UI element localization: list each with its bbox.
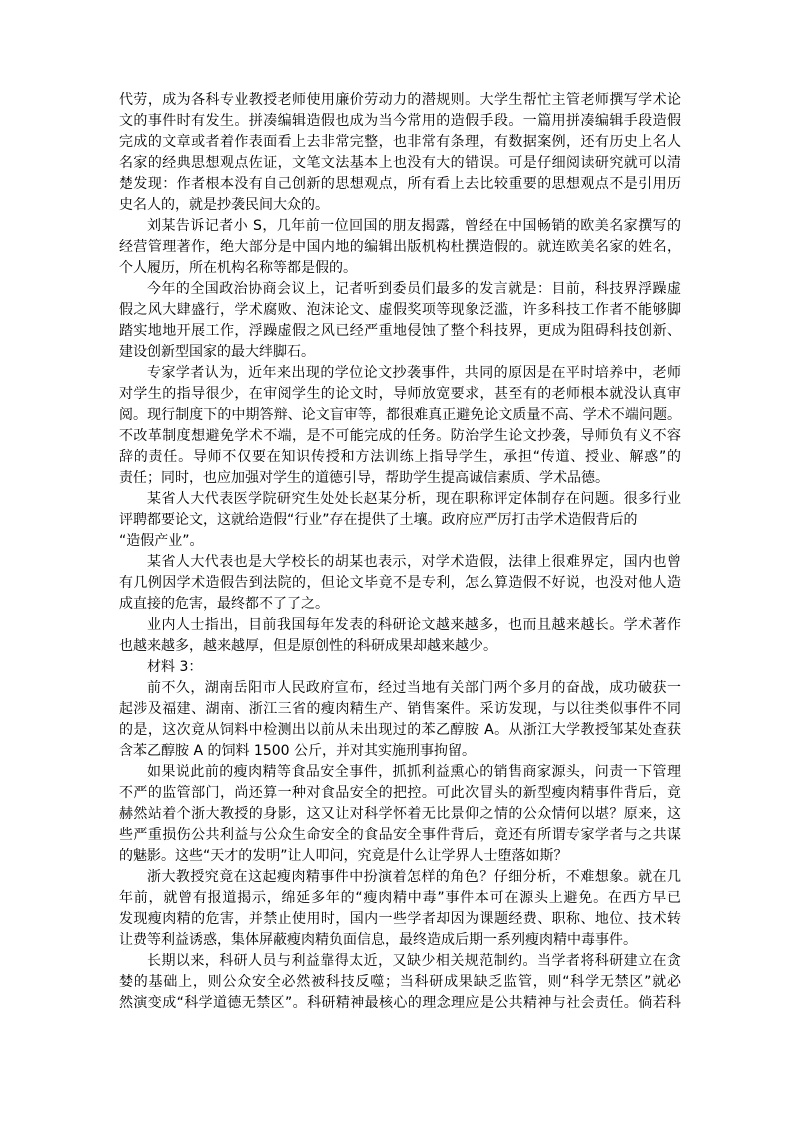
text-line: 评聘都要论文，这就给造假“行业”存在提供了土壤。政府应严厉打击学术造假背后的 [119, 512, 638, 528]
text-line: “造假产业”。 [119, 533, 204, 549]
text-line: 不改革制度想避免学术不端，是不可能完成的任务。防治学生论文抄袭，导师负有义不容 [119, 428, 681, 444]
text-line: 含苯乙醇胺 A 的饲料 1500 公斤，并对其实施刑事拘留。 [119, 743, 477, 759]
text-line: 责任；同时，也应加强对学生的道德引导，帮助学生提高诚信素质、学术品德。 [119, 470, 609, 486]
text-line: 某省人大代表医学院研究生处处长赵某分析，现在职称评定体制存在问题。很多行业 [147, 491, 681, 507]
text-line: 今年的全国政治协商会议上，记者听到委员们最多的发言就是：目前，科技界浮躁虚 [147, 281, 681, 297]
text-line: 辞的责任。导师不仅要在知识传授和方法训练上指导学生，承担“传道、授业、解惑”的 [119, 449, 681, 465]
text-line: 成直接的危害，最终都不了了之。 [119, 596, 329, 612]
text-line: 某省人大代表也是大学校长的胡某也表示，对学术造假，法律上很难界定，国内也曾 [147, 554, 681, 570]
text-line: 个人履历，所在机构名称等都是假的。 [119, 260, 357, 276]
text-line: 建设创新型国家的最大绊脚石。 [119, 344, 315, 360]
text-line: 如果说此前的瘦肉精等食品安全事件，抓抓利益熏心的销售商家源头，问责一下管理 [147, 764, 681, 780]
document-body [119, 90, 681, 1014]
text-line: 些严重损伤公共利益与公众生命安全的食品安全事件背后，竟还有所谓专家学者与之共谋 [119, 827, 681, 843]
text-line: 然演变成“科学道德无禁区”。科研精神最核心的理念理应是公共精神与社会责任。倘若科 [119, 995, 681, 1011]
text-line: 婪的基础上，则公众安全必然被科技反噬；当科研成果缺乏监管，则“科学无禁区”就必 [119, 974, 681, 990]
text-line: 材料 3： [147, 659, 203, 675]
text-line: 也越来越多，越来越厚，但是原创性的科研成果却越来越少。 [119, 638, 497, 654]
text-line: 浙大教授究竟在这起瘦肉精事件中扮演着怎样的角色？仔细分析，不难想象。就在几 [147, 869, 681, 885]
text-line: 专家学者认为，近年来出现的学位论文抄袭事件，共同的原因是在平时培养中，老师 [147, 365, 681, 381]
text-line: 年前，就曾有报道揭示，绵延多年的“瘦肉精中毒”事件本可在源头上避免。在西方早已 [119, 890, 681, 906]
text-line: 踏实地地开展工作，浮躁虚假之风已经严重地侵蚀了整个科技界，更成为阻碍科技创新、 [119, 323, 681, 339]
text-line: 前不久，湖南岳阳市人民政府宣布，经过当地有关部门两个多月的奋战，成功破获一 [147, 680, 681, 696]
text-line: 发现瘦肉精的危害，并禁止使用时，国内一些学者却因为课题经费、职称、地位、技术转 [119, 911, 681, 927]
text-line: 楚发现：作者根本没有自己创新的思想观点，所有看上去比较重要的思想观点不是引用历 [119, 176, 681, 192]
text-line: 业内人士指出，目前我国每年发表的科研论文越来越多，也而且越来越长。学术著作 [147, 617, 681, 633]
text-line: 完成的文章或者着作表面看上去非常完整，也非常有条理，有数据案例，还有历史上名人 [119, 134, 681, 150]
text-line: 起涉及福建、湖南、浙江三省的瘦肉精生产、销售案件。采访发现，与以往类似事件不同 [119, 701, 681, 717]
text-line: 的魅影。这些“天才的发明”让人叩问，究竟是什么让学界人士堕落如斯？ [119, 848, 568, 864]
text-line: 长期以来，科研人员与利益靠得太近，又缺少相关规范制约。当学者将科研建立在贪 [147, 953, 681, 969]
text-line: 对学生的指导很少，在审阅学生的论文时，导师放宽要求，甚至有的老师根本就没认真审 [119, 386, 681, 402]
text-line: 有几例因学术造假告到法院的，但论文毕竟不是专利，怎么算造假不好说，也没对他人造 [119, 575, 681, 591]
text-line: 让费等利益诱惑，集体屏蔽瘦肉精负面信息，最终造成后期一系列瘦肉精中毒事件。 [119, 932, 637, 948]
text-line: 代劳，成为各科专业教授老师使用廉价劳动力的潜规则。大学生帮忙主管老师撰写学术论 [119, 92, 681, 108]
text-line: 名家的经典思想观点佐证，文笔文法基本上也没有大的错误。可是仔细阅读研究就可以清 [119, 155, 681, 171]
text-line: 不严的监管部门，尚还算一种对食品安全的把控。可此次冒头的新型瘦肉精事件背后，竟 [119, 785, 681, 801]
text-line: 假之风大肆盛行，学术腐败、泡沫论文、虚假奖项等现象泛滥，许多科技工作者不能够脚 [119, 302, 681, 318]
text-line: 的是，这次竟从饲料中检测出以前从未出现过的苯乙醇胺 A。从浙江大学教授邹某处查获 [119, 722, 681, 738]
text-line: 刘某告诉记者小 S，几年前一位回国的朋友揭露，曾经在中国畅销的欧美名家撰写的 [147, 218, 681, 234]
text-line: 阅。现行制度下的中期答辩、论文盲审等，都很难真正避免论文质量不高、学术不端问题。 [119, 407, 681, 423]
text-line: 经营管理著作，绝大部分是中国内地的编辑出版机构杜撰造假的。就连欧美名家的姓名， [119, 239, 681, 255]
text-line: 文的事件时有发生。拼凑编辑造假也成为当今常用的造假手段。一篇用拼凑编辑手段造假 [119, 113, 681, 129]
text-line: 赫然站着个浙大教授的身影，这又让对科学怀着无比景仰之情的公众情何以堪？原来，这 [119, 806, 681, 822]
text-line: 史名人的，就是抄袭民间大众的。 [119, 197, 329, 213]
